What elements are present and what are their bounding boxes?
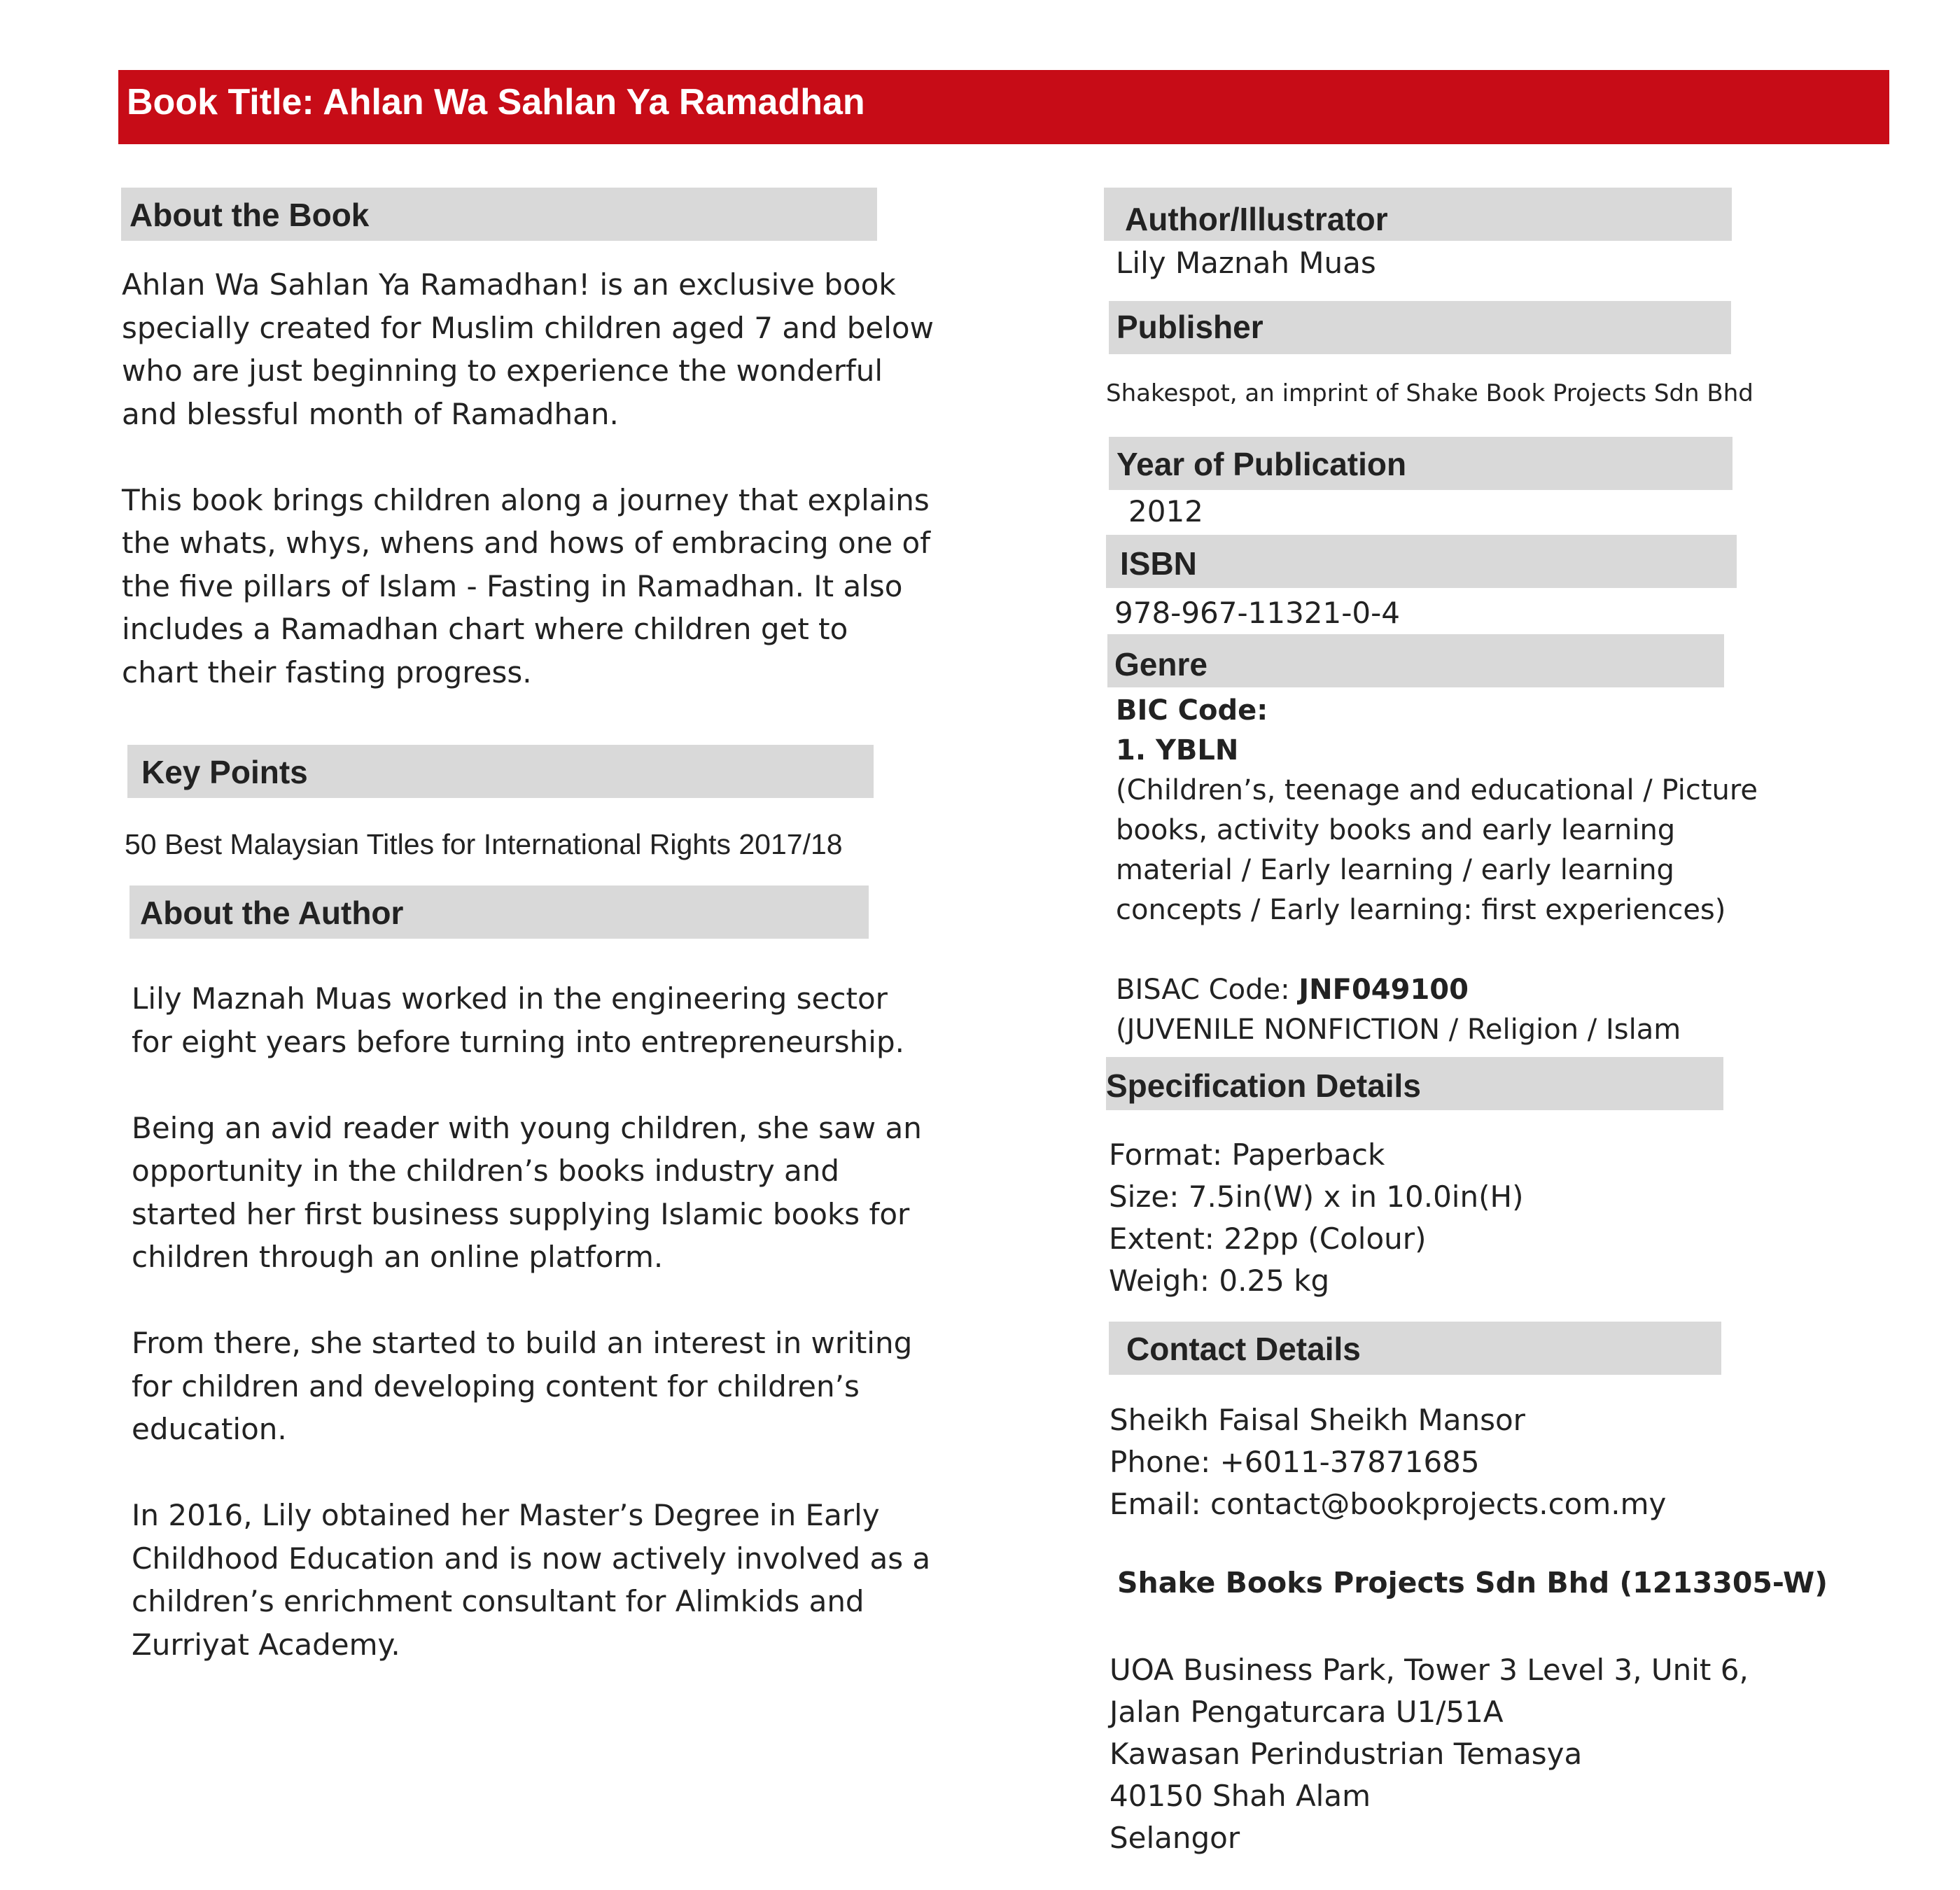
address-line: UOA Business Park, Tower 3 Level 3, Unit 6,	[1110, 1653, 1749, 1687]
spec-heading	[1106, 1057, 1723, 1110]
bic-label: BIC Code:	[1116, 694, 1268, 727]
address-line: Selangor	[1110, 1821, 1240, 1855]
isbn-heading-label: ISBN	[1120, 545, 1197, 582]
about-book-heading	[121, 188, 877, 241]
contact-email[interactable]: Email: contact@bookprojects.com.my	[1110, 1487, 1667, 1521]
about-author-heading-label: About the Author	[140, 895, 404, 931]
title-bar	[118, 70, 1889, 144]
genre-heading-label: Genre	[1114, 646, 1208, 682]
genre-details	[1116, 691, 1758, 1050]
book-title: Book Title: Ahlan Wa Sahlan Ya Ramadhan	[127, 82, 865, 122]
key-points-heading-label: Key Points	[141, 754, 308, 790]
author-value: Lily Maznah Muas	[1116, 246, 1376, 280]
bisac-line	[1116, 970, 1758, 1010]
key-points-text: 50 Best Malaysian Titles for International Rights 2017/18	[125, 828, 843, 860]
spec-extent: Extent: 22pp (Colour)	[1109, 1222, 1427, 1256]
genre-heading	[1107, 634, 1724, 687]
about-book-text: Ahlan Wa Sahlan Ya Ramadhan! is an exclusive book specially created for Muslim children aged 7 and below who are just beginning to experience the wonderful and blessful month of Ramadhan. This book brings children along a journey that explains the whats, whys, whens and hows of embracing one of the five pillars of Islam - Fasting in Ramadhan. It also includes a Ramadhan chart where children get to chart their fasting progress.	[122, 267, 934, 690]
about-author-text: Lily Maznah Muas worked in the engineering sector for eight years before turning into entrepreneurship. Being an avid reader with young children, she saw an opportunity in the children’s books industry and started her first business supplying Islamic books for children through an online platform. From there, she started to build an interest in writing for children and developing content for children’s education. In 2016, Lily obtained her Master’s Degree in Early Childhood Education and is now actively involved as a children’s enrichment consultant for Alimkids and Zurriyat Academy.	[132, 981, 931, 1662]
contact-name: Sheikh Faisal Sheikh Mansor	[1110, 1403, 1525, 1437]
year-heading-label: Year of Publication	[1116, 446, 1407, 482]
address-line: Kawasan Perindustrian Temasya	[1110, 1737, 1583, 1771]
year-value: 2012	[1128, 494, 1203, 528]
bisac-label: BISAC Code:	[1116, 974, 1299, 1006]
publisher-heading	[1109, 301, 1731, 354]
contact-heading-label: Contact Details	[1126, 1331, 1361, 1367]
publisher-heading-label: Publisher	[1116, 309, 1264, 345]
key-points-heading	[127, 745, 874, 798]
spec-heading-label: Specification Details	[1106, 1068, 1421, 1104]
bic-desc-line: material / Early learning / early learning	[1116, 854, 1674, 886]
isbn-value: 978-967-11321-0-4	[1114, 596, 1401, 630]
contact-details	[1110, 1399, 1666, 1525]
author-heading-label: Author/Illustrator	[1125, 201, 1388, 237]
publisher-value: Shakespot, an imprint of Shake Book Projects Sdn Bhd	[1106, 379, 1754, 407]
spec-format: Format: Paperback	[1109, 1138, 1385, 1172]
year-heading	[1109, 437, 1732, 490]
about-book-heading-label: About the Book	[130, 197, 370, 233]
bisac-desc: (JUVENILE NONFICTION / Religion / Islam	[1116, 1014, 1681, 1046]
contact-phone: Phone: +6011-37871685	[1110, 1445, 1480, 1479]
bic-desc-line: concepts / Early learning: first experiences)	[1116, 894, 1726, 926]
bic-desc-line: (Children’s, teenage and educational / Picture	[1116, 774, 1758, 806]
spec-size: Size: 7.5in(W) x in 10.0in(H)	[1109, 1180, 1524, 1214]
spec-details	[1109, 1134, 1523, 1302]
spec-weight: Weigh: 0.25 kg	[1109, 1264, 1330, 1298]
address-line: 40150 Shah Alam	[1110, 1779, 1371, 1813]
bisac-code: JNF049100	[1298, 974, 1469, 1006]
bic-desc-line: books, activity books and early learning	[1116, 814, 1676, 846]
address-line: Jalan Pengaturcara U1/51A	[1110, 1695, 1504, 1729]
author-heading	[1104, 188, 1732, 241]
about-author-heading	[130, 886, 869, 939]
isbn-heading	[1106, 535, 1737, 588]
company-name: Shake Books Projects Sdn Bhd (1213305-W)	[1117, 1566, 1828, 1600]
contact-heading	[1109, 1322, 1721, 1375]
company-address	[1110, 1649, 1749, 1859]
bic-code: 1. YBLN	[1116, 734, 1239, 766]
